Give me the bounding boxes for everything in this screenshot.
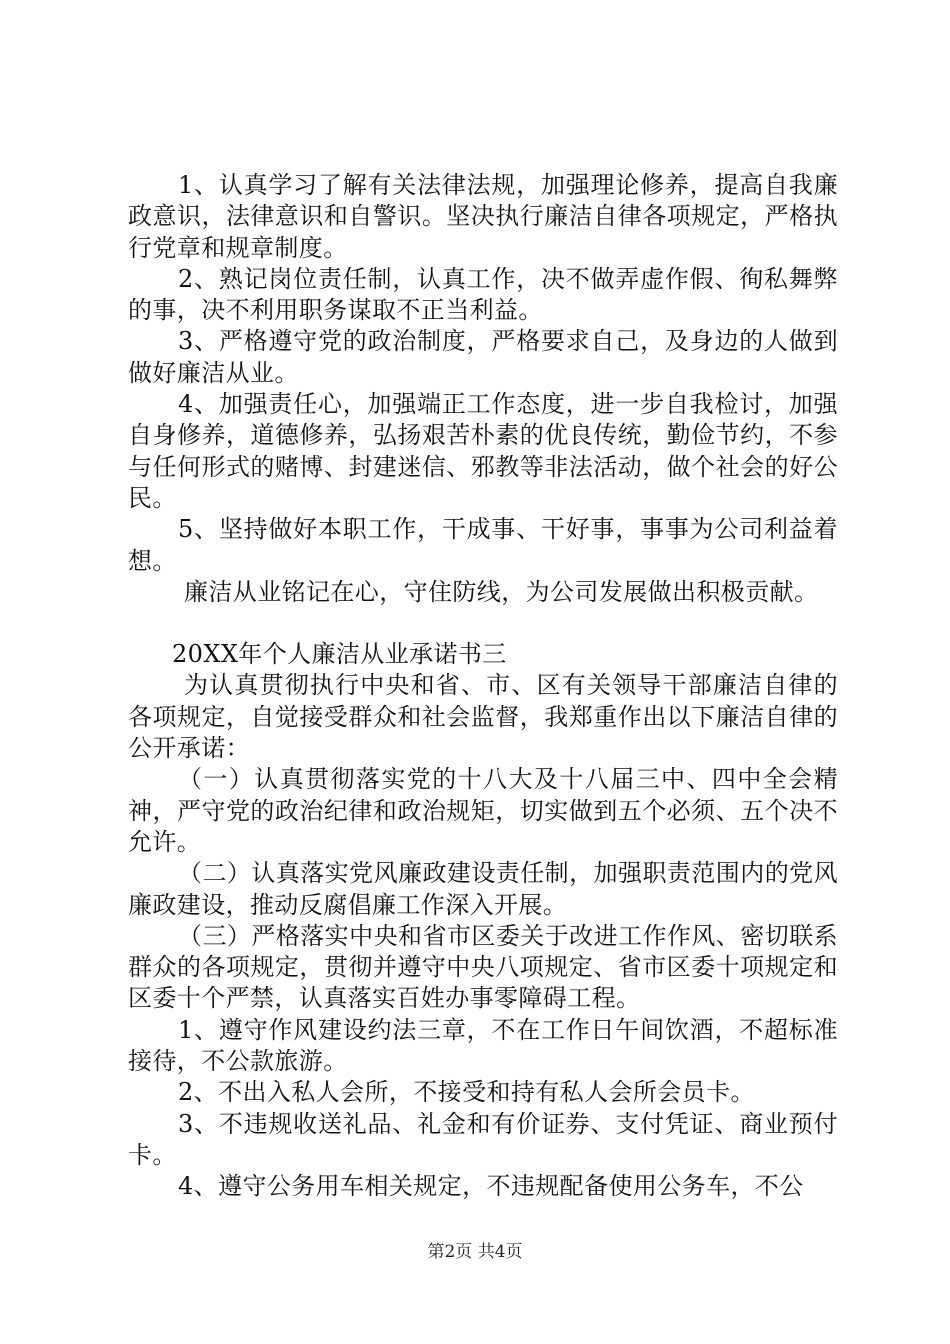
paragraph-item-5: 5、坚持做好本职工作，干成事、干好事，事事为公司利益着想。 — [128, 515, 838, 575]
rule-item-2: 2、不出入私人会所，不接受和持有私人会所会员卡。 — [178, 1078, 755, 1107]
intro-paragraph: 为认真贯彻执行中央和省、市、区有关领导干部廉洁自律的各项规定，自觉接受群众和社会监督，我郑重作出以下廉洁自律的公开承诺： — [128, 671, 838, 763]
rule-item-1: 1、遵守作风建设约法三章，不在工作日午间饮酒，不超标准接待，不公款旅游。 — [128, 1015, 838, 1076]
commitment-two: （二）认真落实党风廉政建设责任制，加强职责范围内的党风廉政建设，推动反腐倡廉工作深入开展。 — [128, 859, 838, 919]
commitment-three: （三）严格落实中央和省市区委关于改进工作作风、密切联系群众的各项规定，贯彻并遵守中央八项规定、省市区委十项规定和区委十个严禁，认真落实百姓办事零障碍工程。 — [128, 921, 838, 1013]
paragraph-item-1: 1、认真学习了解有关法律法规，加强理论修养，提高自我廉政意识，法律意识和自警识。坚决执行廉洁自律各项规定，严格执行党章和规章制度。 — [128, 171, 838, 262]
rule-item-4: 4、遵守公务用车相关规定，不违规配备使用公务车，不公 — [178, 1172, 804, 1201]
closing-paragraph: 廉洁从业铭记在心，守住防线，为公司发展做出积极贡献。 — [184, 577, 819, 606]
commitment-one: （一）认真贯彻落实党的十八大及十八届三中、四中全会精神，严守党的政治纪律和政治规矩，切实做到五个必须、五个决不允许。 — [128, 765, 838, 856]
rule-item-3: 3、不违规收送礼品、礼金和有价证券、支付凭证、商业预付卡。 — [128, 1109, 838, 1169]
paragraph-item-2: 2、熟记岗位责任制，认真工作，决不做弄虚作假、徇私舞弊的事，决不利用职务谋取不正当利益。 — [128, 264, 838, 325]
paragraph-item-4: 4、加强责任心，加强端正工作态度，进一步自我检讨，加强自身修养，道德修养，弘扬艰苦朴素的优良传统，勤俭节约，不参与任何形式的赌博、封建迷信、邪教等非法活动，做个社会的好公民。 — [128, 390, 838, 512]
section-title: 20XX年个人廉洁从业承诺书三 — [172, 640, 507, 669]
page-number-footer: 第2页 共4页 — [427, 1242, 523, 1262]
paragraph-item-3: 3、严格遵守党的政治制度，严格要求自己，及身边的人做到做好廉洁从业。 — [128, 327, 838, 387]
document-body — [128, 170, 838, 1203]
